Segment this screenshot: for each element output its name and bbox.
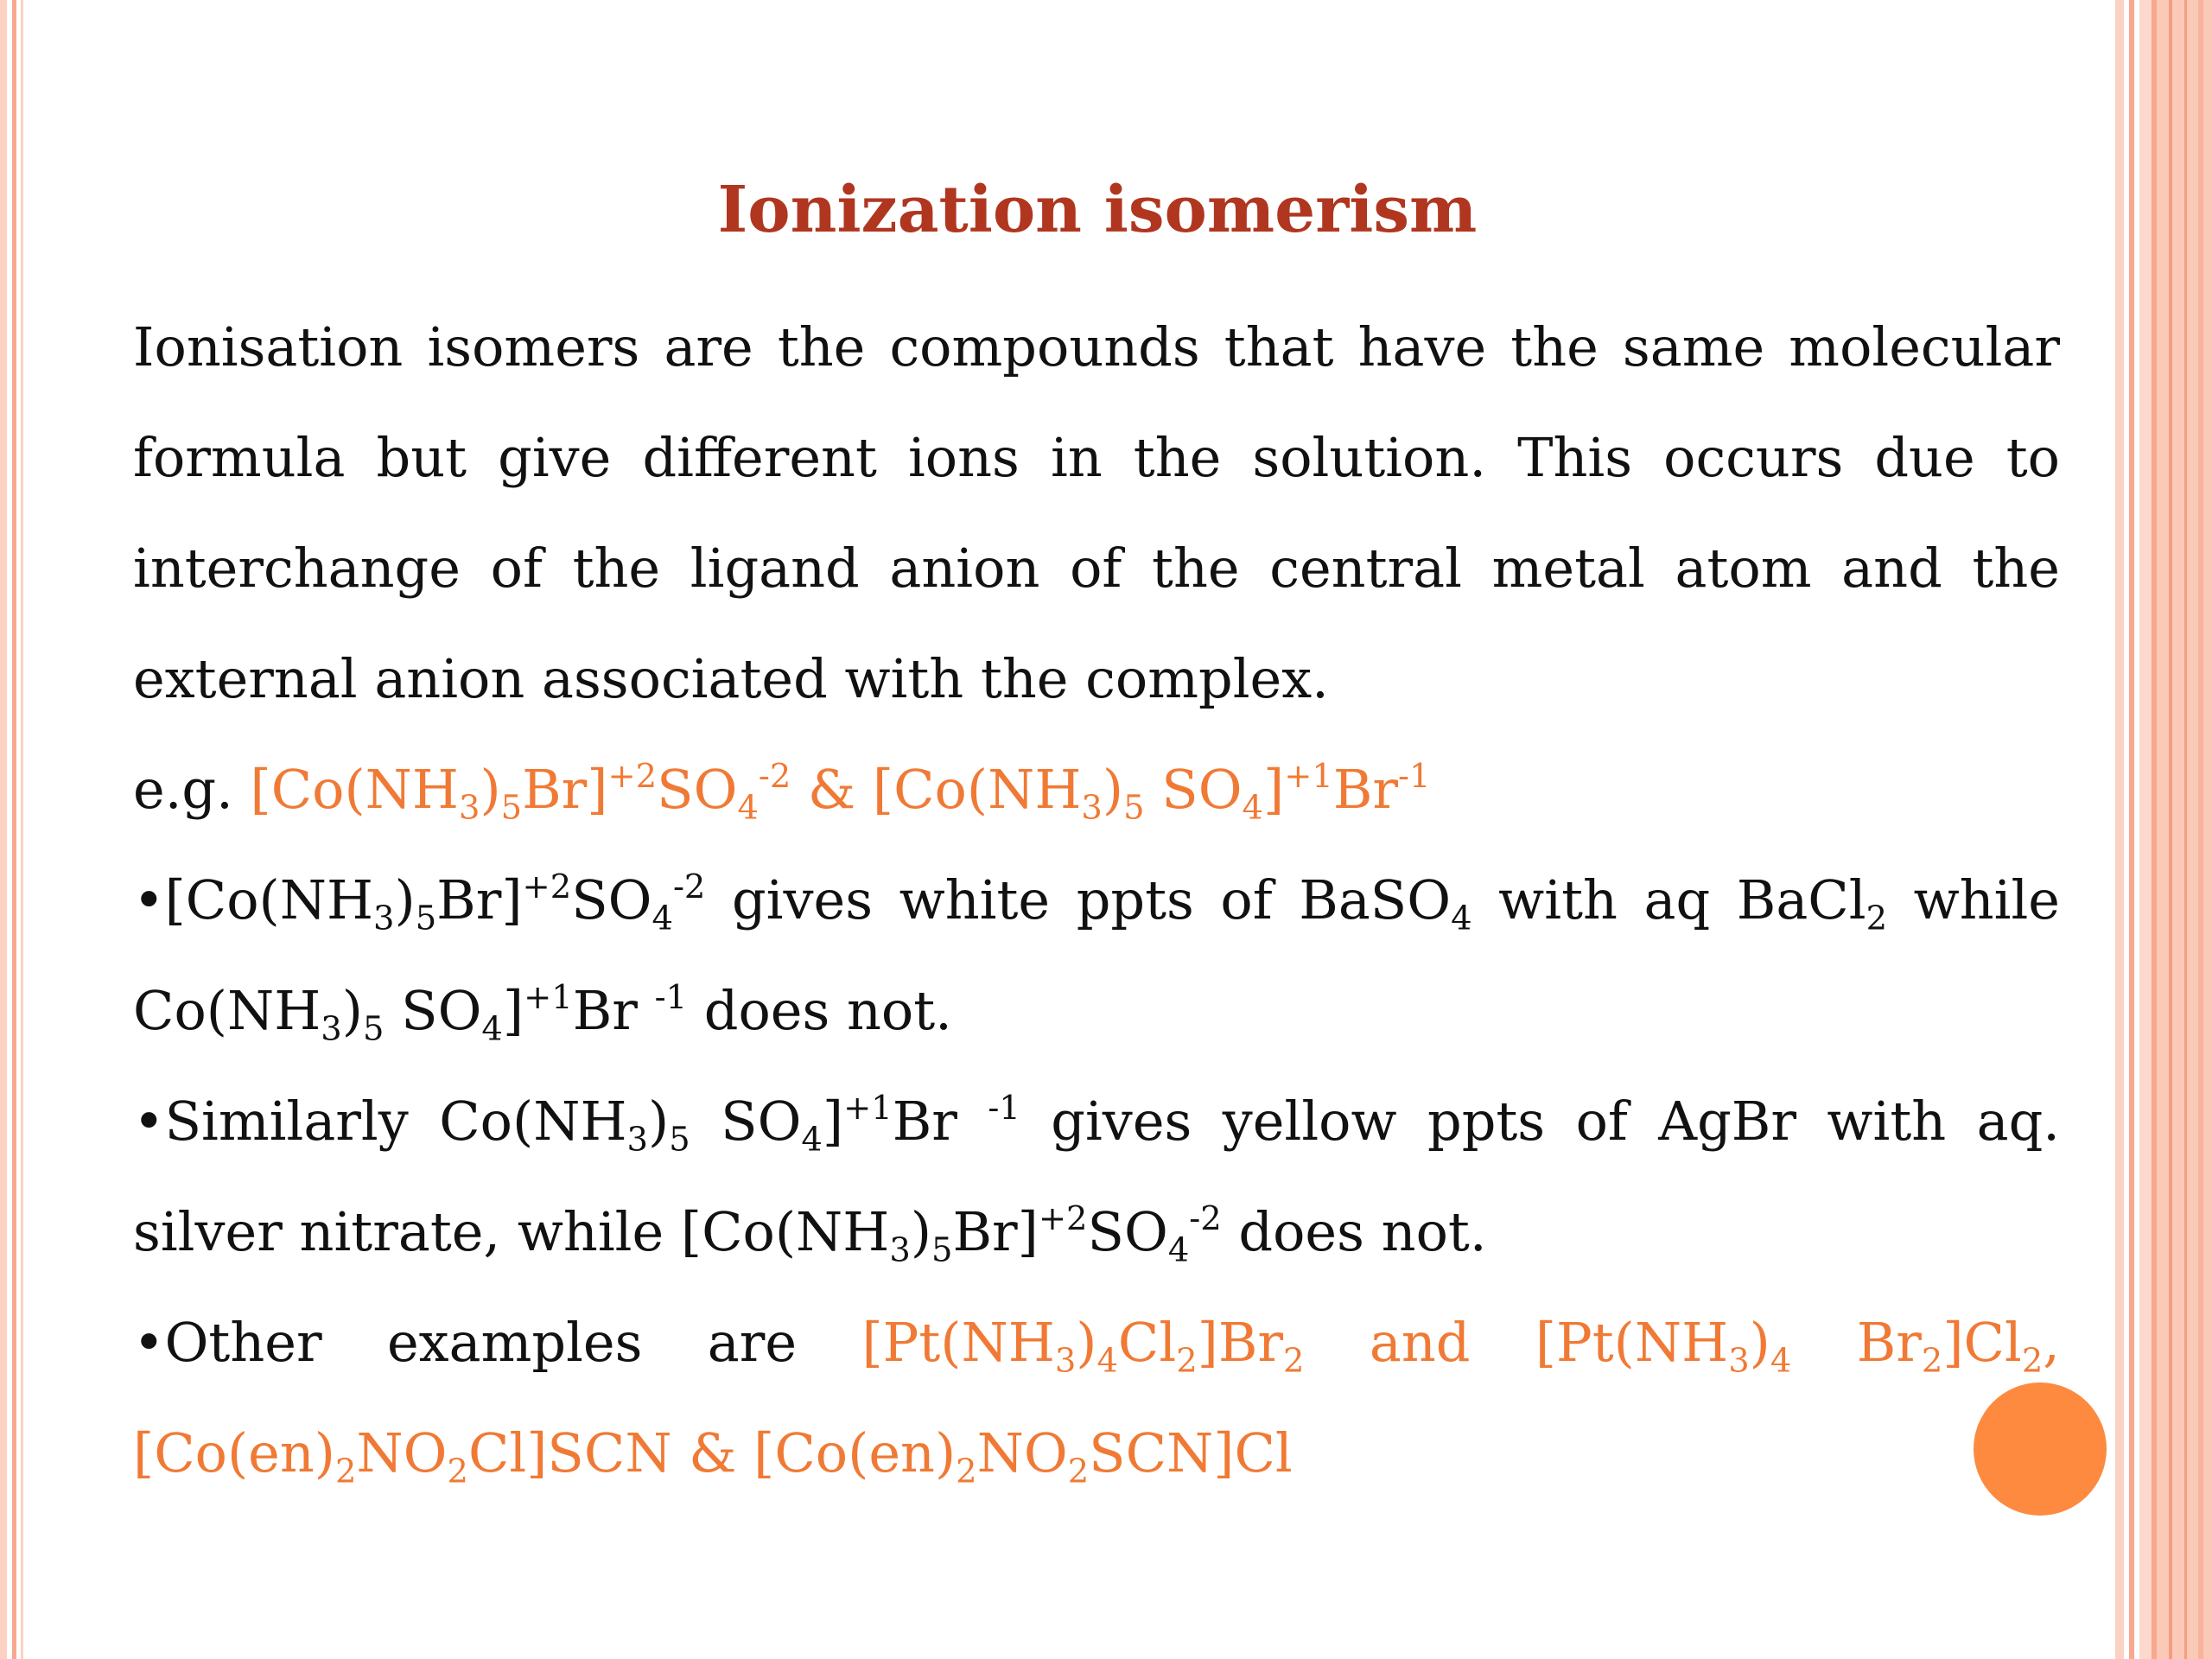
bullet-other-examples: •Other examples are $[Pt(NH_3)_4Cl_2]Br_2$ and [$Pt(NH_3)_4$ $Br_2]Cl_2$, $[Co(en)_2NO_2Cl]SCN$ & $[Co(en)_2NO_2SCN]Cl$ — [133, 1311, 2060, 1491]
right-decorative-band — [2184, 0, 2187, 1659]
example-formula: $[Co(NH_3)_5Br]^{+2}SO_4^{-2}$ & [$Co(NH_3)_5$ $SO_4]^{+1}Br^{-1}$ — [250, 757, 1431, 828]
bullet-marker: • — [133, 868, 165, 931]
right-decorative-band — [2139, 0, 2152, 1659]
slide-title: Ionization isomerism — [717, 173, 1478, 247]
bullet-sulfate-test: $•[Co(NH_3)_5Br]^{+2}SO_4^{-2}$ gives white ppts of BaSO$_4$ with aq BaCl$_2$ while $Co(NH_3)_5$ $SO_4]^{+1}Br$ $^{-1}$ does not. — [133, 868, 2061, 1049]
left-decorative-stripe — [21, 0, 23, 1659]
right-decorative-band — [2169, 0, 2172, 1659]
bullet-bromide-test: •Similarly $Co(NH_3)_5$ $SO_4]^{+1}Br$ $^{-1}$ gives yellow ppts of AgBr with aq. silver nitrate, while $[Co(NH_3)_5Br]^{+2}SO_4^{-2}$ does not. — [133, 1089, 2060, 1270]
left-decorative-stripe — [0, 0, 7, 1659]
right-decorative-band — [2115, 0, 2124, 1659]
example-line — [133, 734, 2060, 845]
example-prefix: e.g. — [133, 758, 233, 821]
right-decorative-band — [2198, 0, 2203, 1659]
right-decorative-band — [2129, 0, 2134, 1659]
bullet-marker: • — [133, 1090, 165, 1153]
bullet-marker: • — [133, 1311, 165, 1374]
intro-paragraph: Ionisation isomers are the compounds that have the same molecular formula but give different ions in the solution. This occurs due to interchange of the ligand anion of the central metal atom and the external anion associated with the complex. — [133, 315, 2060, 710]
other-examples-formulas: $[Pt(NH_3)_4Cl_2]Br_2$ and [$Pt(NH_3)_4$ $Br_2]Cl_2$, $[Co(en)_2NO_2Cl]SCN$ & $[Co(en)_2NO_2SCN]Cl$ — [133, 1311, 2060, 1491]
left-decorative-stripe — [12, 0, 16, 1659]
slide-body — [133, 292, 2060, 1509]
